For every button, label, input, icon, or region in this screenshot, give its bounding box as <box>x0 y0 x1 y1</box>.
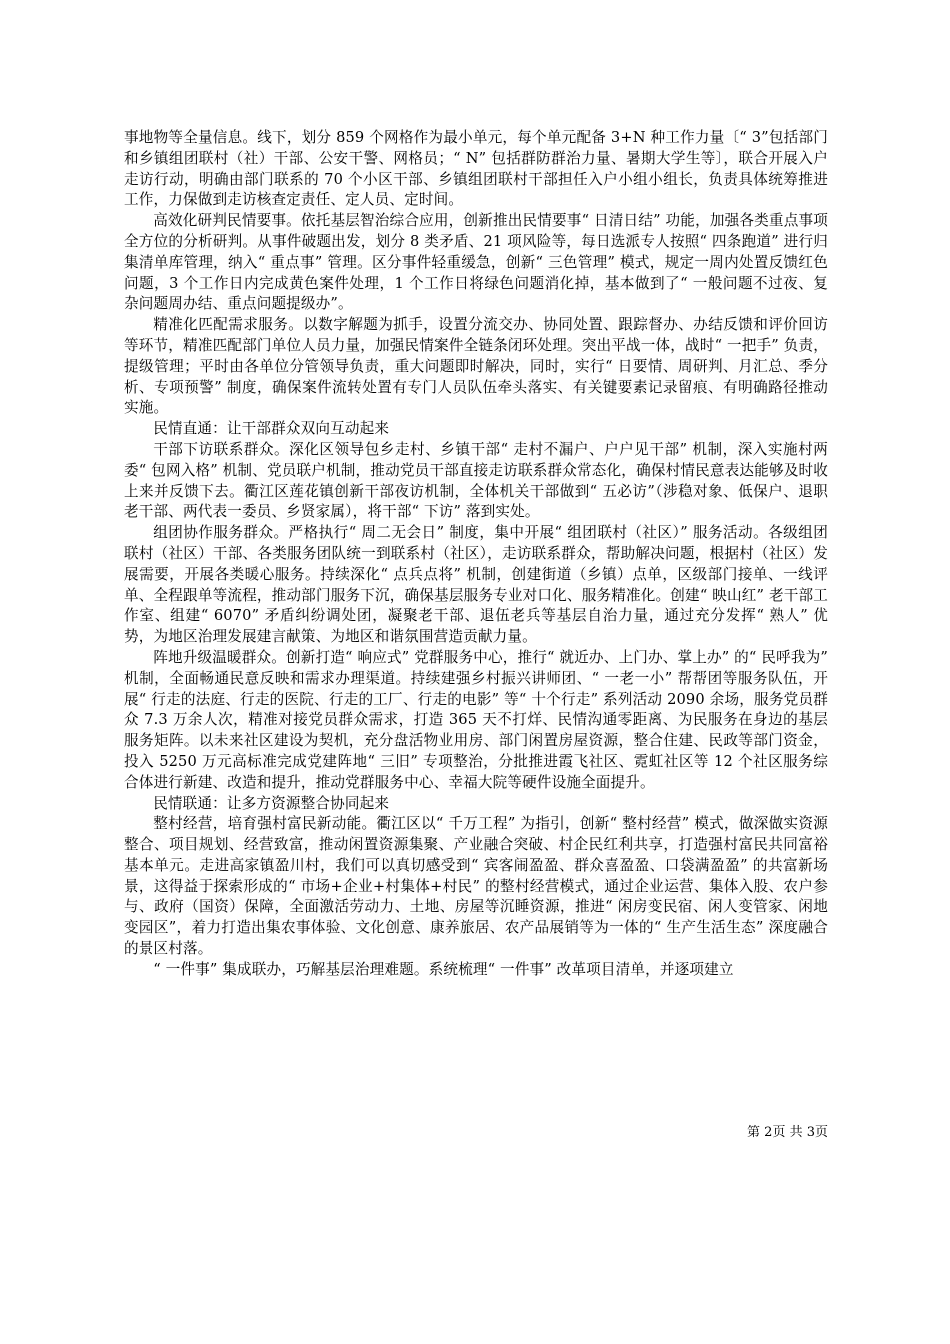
paragraph-village-operation: 整村经营，培育强村富民新动能。衢江区以“ 千万工程” 为指引，创新“ 整村经营” 模式，做深做实资源整合、项目规划、经营致富，推动闲置资源集聚、产业融合突破、村企民红利共享，打造强村富民共同富裕基本单元。走进高家镇盈川村，我们可以真切感受到“ 宾客闹盈盈、群众喜盈盈、口袋满盈盈” 的共富新场景，这得益于探索形成的“ 市场+企业+村集体+村民” 的整村经营模式，通过企业运营、集体入股、农户参与、政府（国资）保障，全面激活劳动力、土地、房屋等沉睡资源，推进“ 闲房变民宿、闲人变管家、闲地变园区”，着力打造出集农事体验、文化创意、康养旅居、农产品展销等为一体的“ 生产生活生态” 深度融合的景区村落。 <box>124 815 828 958</box>
paragraph-continuation: 事地物等全量信息。线下，划分 859 个网格作为最小单元，每个单元配备 3+N 种工作力量〔“ 3”包括部门和乡镇组团联村（社）干部、公安干警、网格员；“ N” 包括群防群治力量、暑期大学生等〕，联合开展入户走访行动，明确由部门联系的 70 个小区干部、乡镇组团联村干部担任入户小组小组长，负责具体统筹推进工作，力保做到走访核查定责任、定人员、定时间。 <box>124 129 828 209</box>
section-heading-direct: 民情直通：让干部群众双向互动起来 <box>153 420 390 438</box>
paragraph-visits: 干部下访联系群众。深化区领导包乡走村、乡镇干部“ 走村不漏户、户户见干部” 机制，深入实施村两委“ 包网入格” 机制、党员联户机制，推动党员干部直接走访联系群众常态化，确保村情民意表达能够及时收上来并反馈下去。衢江区莲花镇创新干部夜访机制，全体机关干部做到“ 五必访”（涉稳对象、低保户、退职老干部、两代表一委员、乡贤家属），将干部“ 下访” 落到实处。 <box>124 440 828 521</box>
paragraph-teams: 组团协作服务群众。严格执行“ 周二无会日” 制度，集中开展“ 组团联村（社区）” 服务活动。各级组团联村（社区）干部、各类服务团队统一到联系村（社区），走访联系群众，帮助解决问题，根据村（社区）发展需要，开展各类暖心服务。持续深化“ 点兵点将” 机制，创建街道（乡镇）点单，区级部门接单、一线评单、全程跟单等流程，推动部门服务下沉，确保基层服务专业对口化、服务精准化。创建“ 映山红” 老干部工作室、组建“ 6070” 矛盾纠纷调处团，凝聚老干部、退伍老兵等基层自治力量，通过充分发挥“ 熟人” 优势，为地区治理发展建言献策、为地区和谐氛围营造贡献力量。 <box>124 524 828 646</box>
paragraph-positions: 阵地升级温暖群众。创新打造“ 响应式” 党群服务中心，推行“ 就近办、上门办、掌上办” 的“ 民呼我为” 机制，全面畅通民意反映和需求办理渠道。持续建强乡村振兴讲师团、“ 一老一小” 帮帮团等服务队伍，开展“ 行走的法庭、行走的医院、行走的工厂、行走的电影” 等“ 十个行走” 系列活动 2090 余场，服务党员群众 7.3 万余人次，精准对接党员群众需求，打造 365 天不打烊、民情沟通零距离、为民服务在身边的基层服务矩阵。以未来社区建设为契机，充分盘活物业用房、部门闲置房屋资源，整合住建、民政等部门资金，投入 5250 万元高标准完成党建阵地“ 三旧” 专项整治，分批推进霞飞社区、霓虹社区等 12 个社区服务综合体进行新建、改造和提升，推动党群服务中心、幸福大院等硬件设施全面提升。 <box>124 648 828 791</box>
paragraph-matching: 精准化匹配需求服务。以数字解题为抓手，设置分流交办、协同处置、跟踪督办、办结反馈和评价回访等环节，精准匹配部门单位人员力量，加强民情案件全链条闭环处理。突出平战一体，战时“ 一把手” 负责，提级管理；平时由各单位分管领导负责，重大问题即时解决，同时，实行“ 日要情、周研判、月汇总、季分析、专项预警” 制度，确保案件流转处置有专门人员队伍牵头落实、有关键要素记录留痕、有明确路径推动实施。 <box>124 316 828 417</box>
paragraph-analysis: 高效化研判民情要事。依托基层智治综合应用，创新推出民情要事“ 日清日结” 功能，加强各类重点事项全方位的分析研判。从事件破题出发，划分 8 类矛盾、21 项风险等，每日选派专人按照“ 四条跑道” 进行归集清单库管理，纳入“ 重点事” 管理。区分事件轻重缓急，创新“ 三色管理” 模式，规定一周内处置反馈红色问题，3 个工作日内完成黄色案件处理，1 个工作日将绿色问题消化掉，基本做到了“ 一般问题不过夜、复杂问题周办结、重点问题提级办”。 <box>124 212 828 313</box>
paragraph-one-thing: “ 一件事” 集成联办，巧解基层治理难题。系统梳理“ 一件事” 改革项目清单，并逐项建立 <box>153 960 734 978</box>
section-heading-linkage: 民情联通：让多方资源整合协同起来 <box>153 794 390 812</box>
page-number-footer: 第 2页 共 3页 <box>747 1125 828 1140</box>
document-body <box>124 128 828 981</box>
